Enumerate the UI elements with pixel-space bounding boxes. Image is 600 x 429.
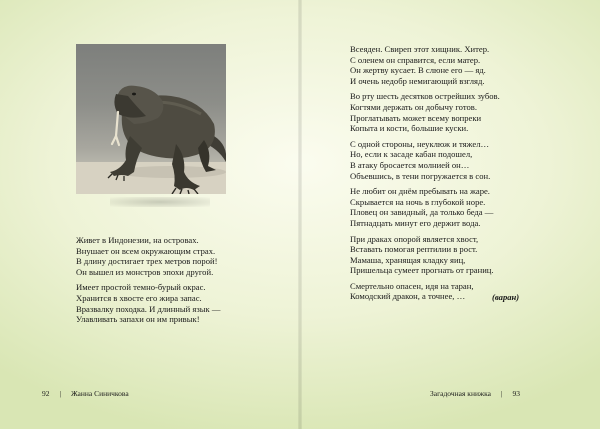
poem-line: Вставать помогая рептилии в рост. bbox=[350, 244, 478, 255]
page-number: 92 bbox=[42, 389, 50, 398]
poem-line: Он жертву кусает. В слюне его — яд. bbox=[350, 65, 486, 76]
poem-line: Пришельца сумеет прогнать от границ. bbox=[350, 265, 494, 276]
poem-line: Мамаша, хранящая кладку яиц, bbox=[350, 254, 466, 265]
poem-line: Скрывается на ночь в глубокой норе. bbox=[350, 196, 486, 207]
poem-stanza bbox=[350, 91, 500, 133]
poem-line: И очень недобр немигающий взгляд. bbox=[350, 75, 485, 86]
komodo-dragon-photo bbox=[76, 44, 226, 194]
poem-line: Пятнадцать минут его держит вода. bbox=[350, 217, 481, 228]
page-gutter bbox=[298, 0, 302, 429]
riddle-answer: (варан) bbox=[492, 292, 520, 302]
poem-stanza bbox=[76, 282, 220, 324]
book-section-title: Загадочная книжка bbox=[430, 389, 492, 398]
poem-stanza bbox=[350, 186, 500, 228]
poem-line: В длину достигает трех метров порой! bbox=[76, 256, 218, 267]
poem-line: С одной стороны, неуклюж и тяжел… bbox=[350, 138, 490, 149]
poem-line: Во рту шесть десятков острейших зубов. bbox=[350, 91, 500, 102]
poem-line: С оленем он справится, если матер. bbox=[350, 54, 481, 65]
page-number: 93 bbox=[512, 389, 521, 398]
poem-line: Объевшись, в тени погружается в сон. bbox=[350, 170, 491, 181]
poem-line: При драках опорой является хвост, bbox=[350, 233, 479, 244]
footer-separator: | bbox=[59, 389, 62, 398]
poem-line: Комодский дракон, а точнее, … bbox=[350, 291, 466, 302]
right-poem bbox=[350, 44, 500, 307]
poem-line: Но, если к засаде кабан подошел, bbox=[350, 149, 473, 160]
poem-line: Не любит он днём пребывать на жаре. bbox=[350, 186, 490, 197]
poem-line: Живет в Индонезии, на островах. bbox=[76, 235, 199, 245]
poem-line: Пловец он завидный, да только беда — bbox=[350, 207, 494, 218]
photo-shadow bbox=[110, 197, 210, 207]
poem-line: Проглатывать может всему вопреки bbox=[350, 112, 482, 123]
poem-stanza bbox=[350, 44, 500, 86]
poem-line: Смертельно опасен, идя на таран, bbox=[350, 280, 474, 291]
poem-line: Копыта и кости, большие куски. bbox=[350, 123, 469, 134]
poem-line: Улавливать запахи он им привык! bbox=[76, 314, 200, 325]
poem-line: Хранится в хвосте его жира запас. bbox=[76, 292, 202, 303]
poem-stanza bbox=[350, 234, 500, 276]
poem-stanza bbox=[350, 139, 500, 181]
poem-line: Вразвалку походка. И длинный язык — bbox=[76, 303, 221, 314]
footer-separator: | bbox=[501, 389, 503, 398]
left-poem bbox=[76, 235, 220, 330]
poem-line: В атаку бросается молнией он… bbox=[350, 159, 470, 170]
komodo-dragon-illustration bbox=[76, 44, 226, 194]
author-name: Жанна Синичкова bbox=[71, 389, 129, 398]
poem-line: Имеет простой темно-бурый окрас. bbox=[76, 282, 206, 293]
poem-line: Внушает он всем окружающим страх. bbox=[76, 245, 216, 256]
right-footer bbox=[430, 389, 520, 398]
poem-stanza bbox=[76, 235, 220, 277]
left-footer bbox=[42, 389, 129, 398]
poem-stanza bbox=[350, 281, 500, 302]
poem-line: Он вышел из монстров эпохи другой. bbox=[76, 266, 214, 277]
poem-line: Когтями держать он добычу готов. bbox=[350, 101, 478, 112]
poem-line: Всеяден. Свиреп этот хищник. Хитер. bbox=[350, 44, 490, 54]
